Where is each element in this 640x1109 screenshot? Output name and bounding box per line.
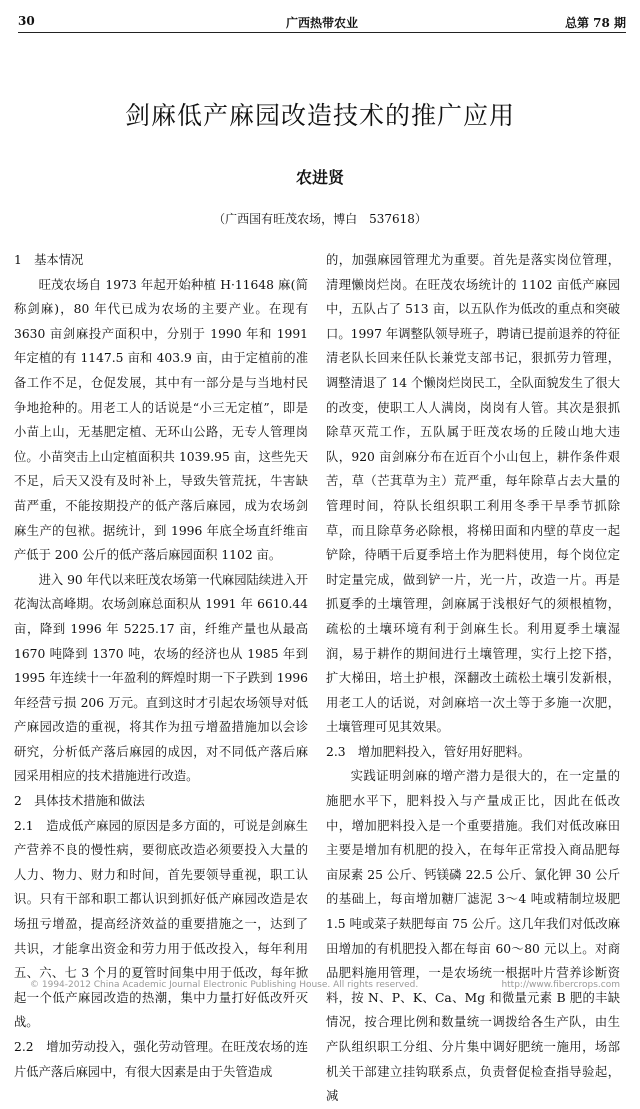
author-affiliation: （广西国有旺茂农场，博白 537618） <box>213 212 427 226</box>
page-footer <box>30 980 620 994</box>
article-title: 剑麻低产麻园改造技术的推广应用 <box>124 101 515 130</box>
body-paragraph: 旺茂农场自 1973 年起开始种植 H·11648 麻(简称剑麻)，80 年代已成为农场的主要产业。在现有 3630 亩剑麻投产面积中，分别于 1990 年和 1991 年定植的有 1147.5 亩和 403.9 亩，由于定植前的准备工作不足，仓促发展，其中有一部分是与当地村民争地抢种的。用老工人的话说是“小三无定植”，即是小苗上山，无基肥定植、无环山公路，无专人管理岗位。小苗突击上山定植面积共 1039.95 亩，这些先天不足，后天又没有及时补上，导致失管荒抚，牛害缺苗严重，不能按期投产的低产落后麻园，成为农场剑麻生产的包袱。据统计，到 1996 年底全场直纤维亩产低于 200 公斤的低产落后麻园面积 1102 亩。 <box>14 277 308 563</box>
body-paragraph: 实践证明剑麻的增产潜力是很大的，在一定量的施肥水平下，肥料投入与产量成正比，因此在低改中，增加肥料投入是一个重要措施。我们对低改麻田主要是增加有机肥的投入，在每年正常投入商品肥每亩尿素 25 公斤、钙镁磷 22.5 公斤、氯化钾 30 公斤的基础上，每亩增加糖厂滤泥 3～4 吨或精制垃圾肥 1.5 吨或菜子麸肥每亩 75 公斤。这几年我们对低改麻田增加的有机肥投入都在每亩 60～80 元以上。对商品肥料施用管理，一是农场统一根据叶片营养诊断资料，按 N、P、K、Ca、Mg 和微量元素 B 肥的丰缺情况，按合理比例和数量统一调拨给各生产队，由生产队组织职工分组、分片集中调好肥统一施用，场部机关干部建立挂钩联系点，负责督促检查指导验起，减 <box>326 769 620 1104</box>
copyright-notice: © 1994-2012 China Academic Journal Electronic Publishing House. All rights reserved. <box>30 980 419 990</box>
journal-name: 广西热带农业 <box>285 16 358 30</box>
running-header <box>18 12 626 33</box>
section-heading: 2.3 增加肥料投入，管好用好肥料。 <box>326 744 531 759</box>
article-author: 农进贤 <box>295 168 344 187</box>
issue-number: 总第 78 期 <box>564 16 626 30</box>
section-heading: 1 基本情况 <box>14 253 84 267</box>
body-paragraph: 进入 90 年代以来旺茂农场第一代麻园陆续进入开花淘汰高峰期。农场剑麻总面积从 1991 年 6610.44 亩，降到 1996 年 5225.17 亩，纤维产量也从最高 1670 吨降到 1370 吨，农场的经济也从 1985 年到 1995 年连续十一年盈利的辉煌时期一下子跌到 1996 年经营亏损 206 万元。直到这时才引起农场领导对低产麻园改造的重视，将其作为扭亏增盈措施加以会诊研究，分析低产落后麻园的成因，对不同低产落后麻园采用相应的技术措施进行改造。 <box>14 572 308 784</box>
left-column <box>14 248 308 1084</box>
section-heading: 2.2 增加劳动投入，强化劳动管理。在旺茂农场的连片低产落后麻园中，有很大因素是由于失管造成 <box>14 1040 308 1079</box>
watermark-url: http://www.fibercrops.com <box>501 980 620 990</box>
body-paragraph: 的，加强麻园管理尤为重要。首先是落实岗位管理，清理懒岗烂岗。在旺茂农场统计的 1102 亩低产麻园中，五队占了 513 亩，以五队作为低改的重点和突破口。1997 年调整队领导班子，聘请已提前退养的符征清老队长回来任队长兼党支部书记，狠抓劳力管理，调整清退了 14 个懒岗烂岗民工，全队面貌发生了很大的改变，使职工人人满岗，岗岗有人管。其次是狠抓除草灭荒工作，五队属于旺茂农场的丘陵山地大违队，920 亩剑麻分布在近百个小山包上，耕作条件艰苦，草（芒萁草为主）荒严重，每年除草占去大量的管理时间，符队长组织职工利用冬季干旱季节抓除草，而且除草务必除根，将梯田面和内壁的草皮一起铲除，待晒干后夏季培土作为肥料使用，每个岗位定时定量完成，做到铲一片，光一片，改造一片。再是抓夏季的土壤管理，剑麻属于浅根好气的须根植物，疏松的土壤环境有利于剑麻生长。利用夏季土壤湿润，易于耕作的期间进行土壤管理，实行上挖下搭，扩大梯田，培土护根，深翻改土疏松土壤引发新根，用老工人的话说，对剑麻培一次土等于多施一次肥，土壤管理可见其效果。 <box>326 253 620 735</box>
section-heading: 2.1 造成低产麻园的原因是多方面的，可说是剑麻生产营养不良的慢性病，要彻底改造必须要投入大量的人力、物力、财力和时间，首先要领导重视，职工认识。只有干部和职工都认识到抓好低产麻园改造是农场扭亏增盈，提高经济效益的重要措施之一，达到了共识，才能拿出资金和劳力用于低改投入，每年利用五、六、七 3 个月的夏管时间集中用于低改，每年掀起一个低产麻园改造的热潮，集中力量打好低改歼灭战。 <box>14 818 308 1030</box>
section-heading: 2 具体技术措施和做法 <box>14 794 145 809</box>
page-number: 30 <box>18 14 35 28</box>
